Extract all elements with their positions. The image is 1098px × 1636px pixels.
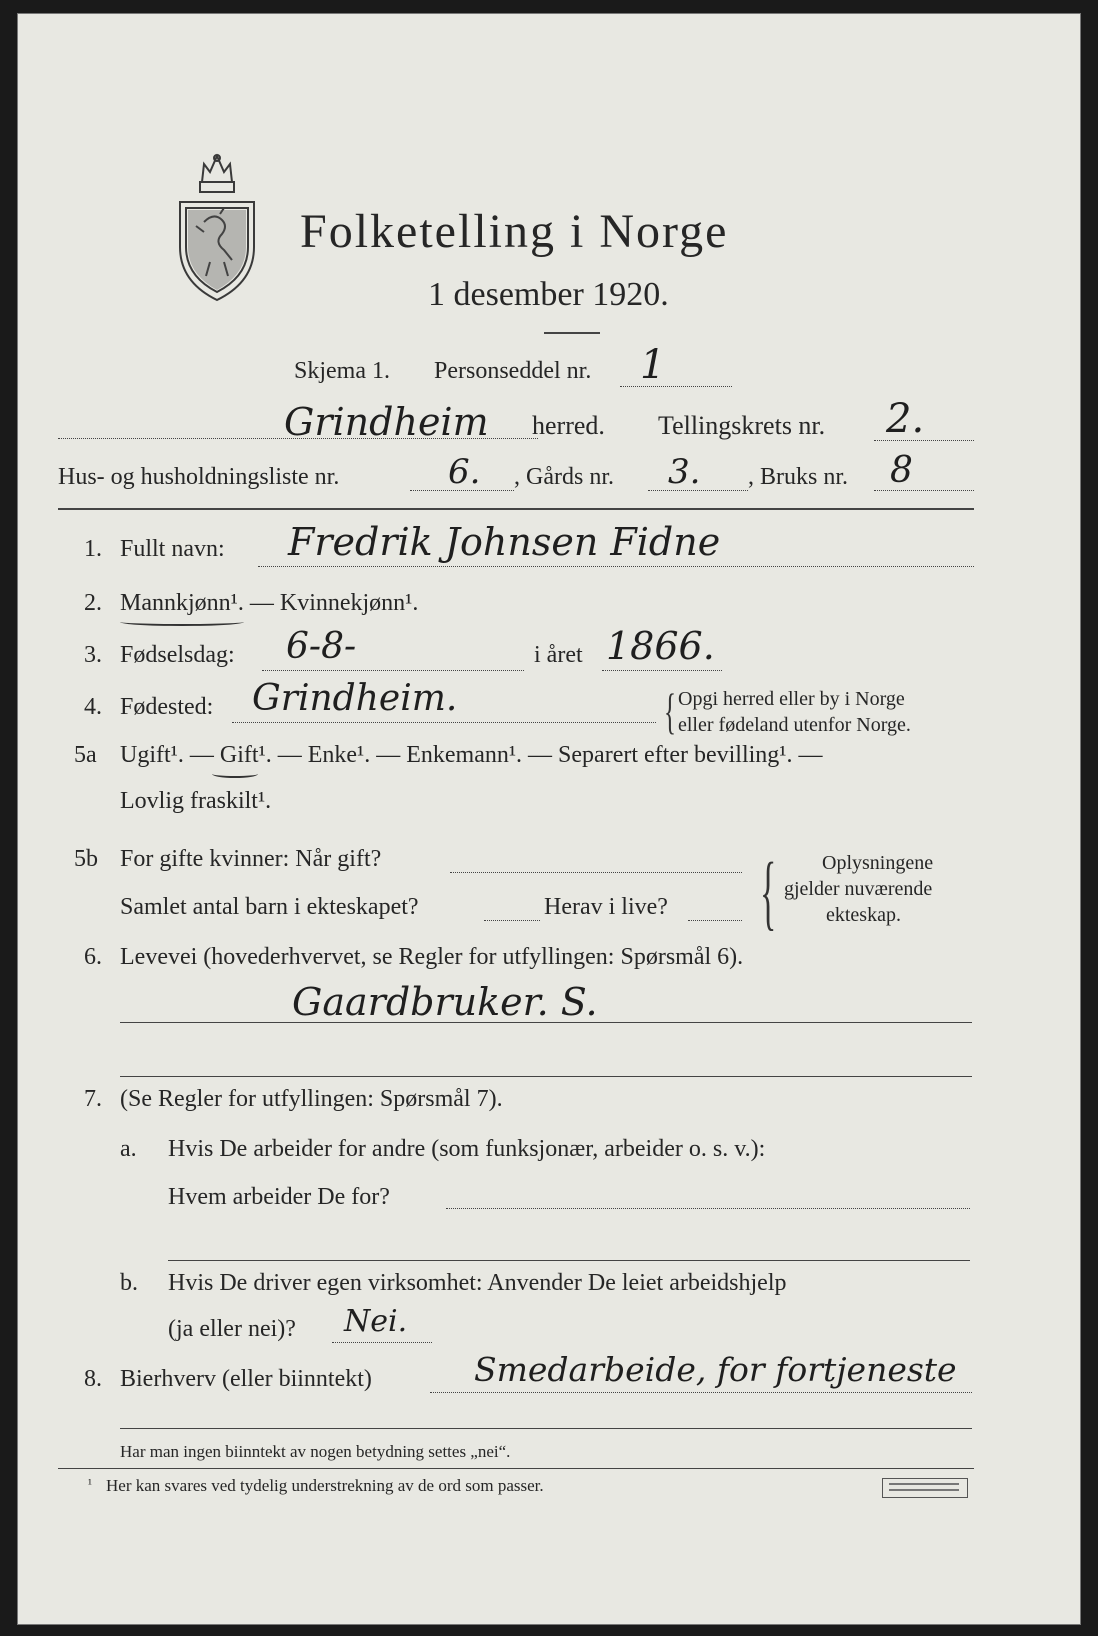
q4-label: Fødested:	[120, 694, 214, 720]
q7a-line2: Hvem arbeider De for?	[168, 1184, 390, 1210]
bleed-through-text	[398, 106, 403, 127]
q3-year-label: i året	[534, 642, 583, 668]
hired-help-line	[332, 1342, 432, 1343]
q3-label: Fødselsdag:	[120, 642, 235, 668]
header-divider	[58, 508, 974, 510]
q8-number: 8.	[84, 1366, 102, 1392]
hus-label: Hus- og husholdningsliste nr.	[58, 464, 340, 490]
birthdate-value[interactable]: 6-8-	[286, 626, 357, 667]
personseddel-label: Personseddel nr.	[434, 358, 592, 384]
bruks-value[interactable]: 8	[890, 450, 913, 491]
skjema-label: Skjema 1.	[294, 358, 390, 384]
birthyear-value[interactable]: 1866.	[606, 624, 715, 668]
q5b-note-line2: gjelder nuværende	[784, 878, 933, 900]
occupation-line1	[120, 1022, 972, 1023]
census-date: 1 desember 1920.	[428, 276, 669, 313]
q4-number: 4.	[84, 694, 102, 720]
side-income-value[interactable]: Smedarbeide, for fortjeneste	[474, 1350, 957, 1389]
census-form-page	[18, 14, 1080, 1624]
bruks-label: , Bruks nr.	[748, 464, 849, 490]
form-title: Folketelling i Norge	[300, 205, 729, 258]
tellingskrets-value[interactable]: 2.	[886, 396, 925, 442]
q6-number: 6.	[84, 944, 102, 970]
tellingskrets-label: Tellingskrets nr.	[658, 411, 826, 440]
q7-label: (Se Regler for utfyllingen: Spørsmål 7).	[120, 1086, 503, 1112]
birthplace-line	[232, 722, 656, 723]
q5b-married-when-label: For gifte kvinner: Når gift?	[120, 846, 382, 872]
hus-value[interactable]: 6.	[448, 452, 481, 492]
alive-line	[688, 920, 742, 921]
q7-number: 7.	[84, 1086, 102, 1112]
birthyear-line	[602, 670, 722, 671]
q5b-children-label: Samlet antal barn i ekteskapet?	[120, 894, 419, 920]
nei-instruction: Har man ingen biinntekt av nogen betydning settes „nei“.	[120, 1442, 511, 1461]
q5b-number: 5b	[74, 846, 98, 872]
q8-label: Bierhverv (eller biinntekt)	[120, 1366, 372, 1392]
q4-note-line2: eller fødeland utenfor Norge.	[678, 714, 911, 736]
q2-number: 2.	[84, 590, 102, 616]
q4-note-line1: Opgi herred eller by i Norge	[678, 688, 905, 710]
birthdate-line	[262, 670, 524, 671]
full-name-value[interactable]: Fredrik Johnsen Fidne	[288, 520, 721, 564]
occupation-line2	[120, 1076, 972, 1077]
q1-label: Fullt navn:	[120, 536, 225, 562]
q5b-note-line1: Oplysningene	[822, 852, 934, 874]
side-income-line2	[120, 1428, 972, 1429]
q5a-number: 5a	[74, 742, 97, 768]
printer-stamp	[882, 1478, 968, 1498]
gards-label: , Gårds nr.	[514, 464, 614, 490]
personseddel-line	[620, 386, 732, 387]
footnote-text: Her kan svares ved tydelig understrekning av de ord som passer.	[106, 1476, 544, 1495]
q3-number: 3.	[84, 642, 102, 668]
q5b-brace: {	[760, 846, 777, 939]
q5b-note-line3: ekteskap.	[826, 904, 901, 926]
footnote-divider	[58, 1468, 974, 1469]
married-when-line	[450, 872, 742, 873]
personseddel-value[interactable]: 1	[640, 342, 666, 388]
employer-line2	[168, 1260, 970, 1261]
gender-options[interactable]: Mannkjønn¹. — Kvinnekjønn¹.	[120, 590, 419, 616]
q1-number: 1.	[84, 536, 102, 562]
occupation-value[interactable]: Gaardbruker. S.	[292, 980, 598, 1024]
employer-line	[446, 1208, 970, 1209]
herred-label: herred.	[532, 411, 605, 440]
q7a-letter: a.	[120, 1136, 137, 1162]
footnote-mark: ¹	[88, 1476, 92, 1491]
birthplace-value[interactable]: Grindheim.	[252, 678, 458, 719]
marital-status-options[interactable]: Ugift¹. — Gift¹. — Enke¹. — Enkemann¹. — Separert efter bevilling¹. —	[120, 742, 823, 768]
marital-status-line2: Lovlig fraskilt¹.	[120, 788, 272, 814]
mannkjonn-underline	[120, 618, 244, 626]
q6-label: Levevei (hovederhvervet, se Regler for utfyllingen: Spørsmål 6).	[120, 944, 744, 970]
side-income-line	[430, 1392, 972, 1393]
q1-line	[258, 566, 974, 567]
title-divider	[544, 332, 600, 334]
q4-brace: {	[664, 683, 676, 739]
q7b-line2: (ja eller nei)?	[168, 1316, 296, 1342]
gift-underline	[212, 770, 258, 778]
gards-value[interactable]: 3.	[668, 452, 701, 492]
herred-value[interactable]: Grindheim	[284, 400, 489, 444]
bruks-line	[874, 490, 974, 491]
hired-help-value[interactable]: Nei.	[344, 1304, 408, 1339]
q7b-letter: b.	[120, 1270, 138, 1296]
q7b-line1: Hvis De driver egen virksomhet: Anvender De leiet arbeidshjelp	[168, 1270, 787, 1296]
q5b-alive-label: Herav i live?	[544, 894, 668, 920]
q7a-line1: Hvis De arbeider for andre (som funksjonær, arbeider o. s. v.):	[168, 1136, 766, 1162]
children-line	[484, 920, 540, 921]
coat-of-arms-logo	[174, 152, 260, 304]
